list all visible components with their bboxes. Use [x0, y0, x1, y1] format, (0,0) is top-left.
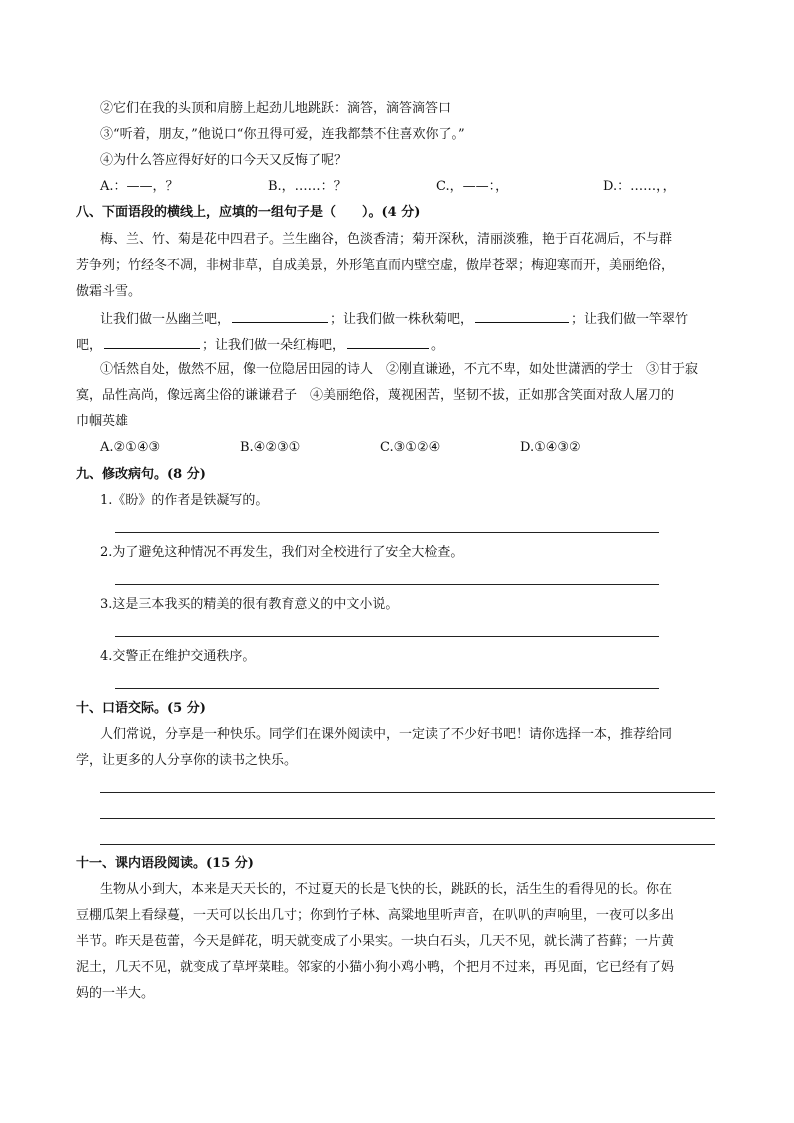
q8-heading: 八、下面语段的横线上，应填的一组句子是（ ）。(4 分) — [76, 205, 421, 220]
q9-item-3: 3.这是三本我买的精美的很有教育意义的中文小说。 — [100, 597, 399, 612]
q7-item-4: ④为什么答应得好好的口今天又反悔了呢？ — [100, 153, 348, 168]
q8-fill-text-a: 让我们做一丛幽兰吧， — [100, 312, 231, 327]
q11-para-line-4: 泥土，几天不见，就变成了草坪菜畦。邻家的小猫小狗小鸡小鸭，个把月不过来，再见面，它已经有了妈 — [76, 960, 675, 975]
q8-fill-text-d: 吧， — [76, 338, 103, 353]
q9-item-1: 1.《盼》的作者是铁凝写的。 — [100, 493, 269, 508]
q7-option-a: A.：——，？ — [100, 179, 179, 194]
q8-option-c: C.③①②④ — [380, 440, 441, 455]
q10-para-line-2: 学，让更多的人分享你的读书之快乐。 — [76, 753, 298, 768]
q8-para-line-3: 傲霜斗雪。 — [76, 284, 142, 299]
q11-para-line-5: 妈的一半大。 — [76, 986, 155, 1001]
q10-answer-line-3[interactable] — [100, 844, 715, 845]
q8-fill-text-b: ；让我们做一株秋菊吧， — [330, 312, 474, 327]
q11-heading: 十一、课内语段阅读。(15 分) — [76, 856, 254, 871]
q8-choices-line-3: 巾帼英雄 — [76, 414, 129, 429]
q8-choices-line-2: 寞，品性高尚，像远离尘俗的谦谦君子 ④美丽绝俗，蔑视困苦，坚韧不拔，正如那含笑面对敌人屠刀的 — [76, 388, 675, 403]
q9-answer-line-1[interactable] — [115, 532, 659, 533]
q10-heading: 十、口语交际。(5 分) — [76, 701, 206, 716]
q8-option-a: A.②①④③ — [100, 440, 161, 455]
q7-item-3: ③“听着，朋友，”他说口“你丑得可爱，连我都禁不住喜欢你了。” — [100, 127, 465, 142]
q7-item-2: ②它们在我的头顶和肩膀上起劲儿地跳跃：滴答，滴答滴答口 — [100, 101, 452, 116]
q8-fill-text-c: ；让我们做一竿翠竹 — [571, 312, 689, 327]
q8-option-d: D.①④③② — [520, 440, 581, 455]
q10-para-line-1: 人们常说，分享是一种快乐。同学们在课外阅读中，一定读了不少好书吧！请你选择一本，推荐给同 — [100, 727, 673, 742]
q9-item-4: 4.交警正在维护交通秩序。 — [100, 649, 256, 664]
q8-fill-line-2 — [76, 334, 444, 356]
q10-answer-line-1[interactable] — [100, 792, 715, 793]
q9-answer-line-4[interactable] — [115, 688, 659, 689]
q8-option-b: B.④②③① — [240, 440, 301, 455]
q8-para-line-1: 梅、兰、竹、菊是花中四君子。兰生幽谷，色淡香清；菊开深秋，清丽淡雅，艳于百花凋后，不与群 — [100, 232, 673, 247]
q8-fill-line-1 — [100, 308, 688, 330]
q10-answer-line-2[interactable] — [100, 818, 715, 819]
q9-answer-line-2[interactable] — [115, 584, 659, 585]
q8-fill-text-f: 。 — [431, 338, 445, 353]
q7-option-d: D.：……，， — [603, 179, 676, 194]
q11-para-line-1: 生物从小到大，本来是天天长的，不过夏天的长是飞快的长，跳跃的长，活生生的看得见的长。你在 — [100, 882, 673, 897]
q7-option-c: C.，——：， — [436, 179, 509, 194]
q8-choices-line-1: ①恬然自处，傲然不屈，像一位隐居田园的诗人 ②刚直谦逊，不亢不卑，如处世潇洒的学士 ③甘于寂 — [100, 362, 699, 377]
q8-fill-text-e: ；让我们做一朵红梅吧， — [202, 338, 346, 353]
q8-blank-1[interactable] — [232, 308, 328, 323]
q11-para-line-3: 半节。昨天是苞蕾，今天是鲜花，明天就变成了小果实。一块白石头，几天不见，就长满了苔藓；一片黄 — [76, 934, 675, 949]
q8-blank-3[interactable] — [104, 334, 200, 349]
q8-blank-4[interactable] — [347, 334, 429, 349]
q9-heading: 九、修改病句。(8 分) — [76, 467, 206, 482]
q9-answer-line-3[interactable] — [115, 636, 659, 637]
q8-para-line-2: 芳争列；竹经冬不凋，非树非草，自成美景，外形笔直而内壁空虚，傲岸苍翠；梅迎寒而开，美丽绝俗， — [76, 258, 675, 273]
q9-item-2: 2.为了避免这种情况不再发生，我们对全校进行了安全大检查。 — [100, 545, 464, 560]
q11-para-line-2: 豆棚瓜架上看绿蔓，一天可以长出几寸；你到竹子林、高粱地里听声音，在叭叭的声响里，一夜可以多出 — [76, 908, 675, 923]
q7-option-b: B.，……：？ — [268, 179, 347, 194]
q8-blank-2[interactable] — [475, 308, 569, 323]
